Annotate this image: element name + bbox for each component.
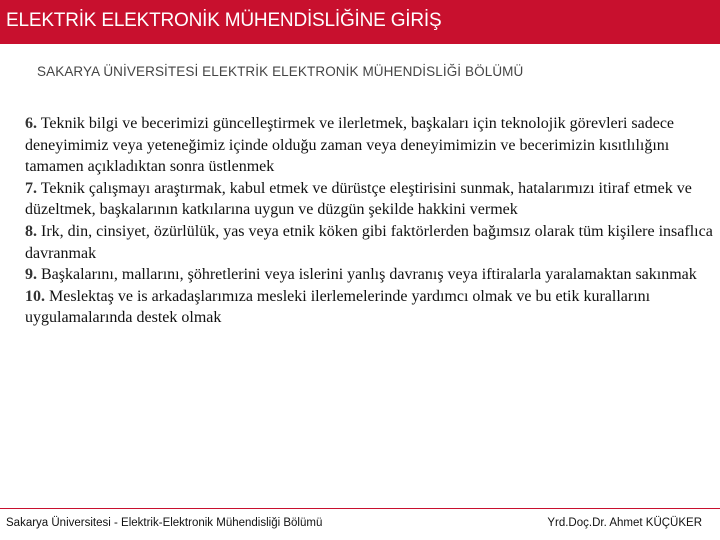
list-item-9	[25, 264, 713, 286]
item-number: 9.	[25, 266, 37, 284]
footer-author: Yrd.Doç.Dr. Ahmet KÜÇÜKER	[547, 517, 702, 529]
item-number: 8.	[25, 222, 37, 240]
item-number: 10.	[25, 287, 45, 305]
item-text: Meslektaş ve is arkadaşlarımıza mesleki ilerlemelerinde yardımcı olmak ve bu etik kurallarını uygulamalarında destek olmak	[25, 287, 651, 327]
department-subtitle: SAKARYA ÜNİVERSİTESİ ELEKTRİK ELEKTRONİK MÜHENDİSLİĞİ BÖLÜMÜ	[37, 64, 524, 79]
item-number: 6.	[25, 115, 37, 132]
title-bar	[0, 0, 720, 44]
footer-university: Sakarya Üniversitesi - Elektrik-Elektronik Mühendisliği Bölümü	[6, 517, 323, 529]
item-text: Teknik bilgi ve becerimizi güncelleştirmek ve ilerletmek, başkaları için teknolojik görevleri sadece deneyimimiz veya yeteneğimiz içinde olduğu zaman veya deneyimimizin ve becerimizin kısıtlılığını tamamen açıkladıktan sonra üstlenmek	[25, 115, 675, 176]
item-number: 7.	[25, 179, 37, 197]
list-item-10	[25, 286, 713, 329]
ethics-list	[25, 113, 713, 329]
item-text: Teknik çalışmayı araştırmak, kabul etmek ve dürüstçe eleştirisini sunmak, hatalarımızı itiraf etmek ve düzeltmek, başkalarının katkılarına uygun ve düzgün şekilde hakkini vermek	[25, 179, 692, 219]
page-title: ELEKTRİK ELEKTRONİK MÜHENDİSLİĞİNE GİRİŞ	[6, 10, 442, 31]
item-text: Irk, din, cinsiyet, özürlülük, yas veya etnik köken gibi faktörlerden bağımsız olarak tüm kişilere insaflıca davranmak	[25, 222, 713, 262]
footer-divider	[0, 508, 720, 509]
list-item-7	[25, 178, 713, 221]
list-item-6	[25, 113, 713, 178]
list-item-8	[25, 221, 713, 264]
item-text: Başkalarını, mallarını, şöhretlerini veya islerini yanlış davranış veya iftiralarla yaralamaktan sakınmak	[41, 266, 697, 284]
